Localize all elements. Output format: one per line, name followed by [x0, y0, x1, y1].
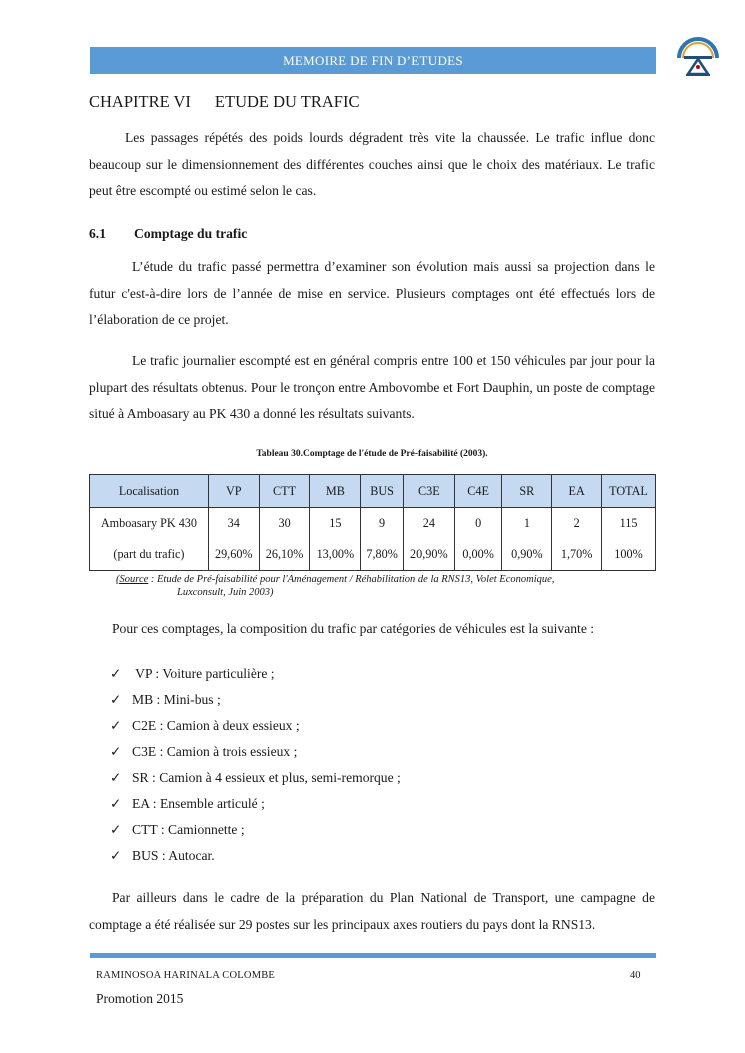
table-cell: 1,70%	[552, 539, 602, 571]
table-caption: Tableau 30.Comptage de l'étude de Pré-faisabilité (2003).	[256, 449, 488, 459]
table-cell: Amboasary PK 430	[90, 508, 209, 540]
list-item-text: SR : Camion à 4 essieux et plus, semi-remorque ;	[132, 770, 401, 785]
footer-divider	[90, 953, 656, 958]
header-cell: CTT	[259, 475, 310, 508]
check-icon: ✓	[110, 796, 122, 811]
table-cell: 29,60%	[208, 539, 259, 571]
list-item-text: EA : Ensemble articulé ;	[132, 796, 265, 811]
paragraph-intro: Les passages répétés des poids lourds dégradent très vite la chaussée. Le trafic influe donc beaucoup sur le dimensionnement des différentes couches ainsi que le choix des matériaux. Le trafic peut être escompté ou estimé selon le cas.	[89, 130, 655, 198]
paragraph-traffic-study: L’étude du trafic passé permettra d’examiner son évolution mais aussi sa projection dans le futur c'est-à-dire lors de l’année de mise en service. Plusieurs comptages ont été effectués lors de l’élaboration de ce projet.	[89, 259, 655, 327]
header-cell: C4E	[454, 475, 502, 508]
check-icon: ✓	[110, 692, 122, 707]
list-item	[110, 767, 401, 793]
list-item-text: VP : Voiture particulière ;	[132, 666, 275, 681]
list-item	[110, 819, 401, 845]
table-cell: 115	[602, 508, 656, 540]
page-number: 40	[630, 970, 641, 981]
check-icon: ✓	[110, 822, 122, 837]
header-cell: Localisation	[90, 475, 209, 508]
table-row	[90, 539, 656, 571]
table-cell: (part du trafic)	[90, 539, 209, 571]
list-item	[110, 793, 401, 819]
section-number: 6.1	[89, 226, 106, 241]
list-item	[110, 741, 401, 767]
check-icon: ✓	[110, 848, 122, 863]
table-row	[90, 508, 656, 540]
table-cell: 7,80%	[361, 539, 404, 571]
check-icon: ✓	[110, 666, 122, 681]
list-item-text: C2E : Camion à deux essieux ;	[132, 718, 300, 733]
source-label: (Source	[116, 574, 149, 585]
list-item-text: CTT : Camionnette ;	[132, 822, 245, 837]
check-icon: ✓	[110, 744, 122, 759]
table-cell: 9	[361, 508, 404, 540]
vehicle-category-list	[110, 663, 401, 871]
check-icon: ✓	[110, 770, 122, 785]
table-cell: 100%	[602, 539, 656, 571]
table-cell: 1	[502, 508, 552, 540]
list-item	[110, 663, 401, 689]
footer-promotion: Promotion 2015	[96, 991, 184, 1006]
section-heading	[89, 226, 247, 242]
header-cell: BUS	[361, 475, 404, 508]
school-logo	[676, 34, 720, 78]
table-cell: 0,90%	[502, 539, 552, 571]
list-item	[110, 845, 401, 871]
list-item-text: BUS : Autocar.	[132, 848, 215, 863]
table-cell: 0	[454, 508, 502, 540]
header-cell: C3E	[403, 475, 454, 508]
paragraph-daily-traffic: Le trafic journalier escompté est en général compris entre 100 et 150 véhicules par jour pour la plupart des résultats obtenus. Pour le tronçon entre Ambovombe et Fort Dauphin, un poste de comptage situé à Amboasary au PK 430 a donné les résultats suivants.	[89, 353, 655, 421]
chapter-title: ETUDE DU TRAFIC	[214, 92, 360, 111]
list-item	[110, 689, 401, 715]
table-cell: 20,90%	[403, 539, 454, 571]
table-cell: 13,00%	[310, 539, 361, 571]
chapter-number: CHAPITRE VI	[89, 92, 191, 111]
footer-author: RAMINOSOA HARINALA COLOMBE	[96, 970, 276, 981]
list-item-text: C3E : Camion à trois essieux ;	[132, 744, 298, 759]
header-cell: VP	[208, 475, 259, 508]
chapter-heading	[89, 92, 359, 112]
section-title: Comptage du trafic	[134, 226, 248, 241]
list-item-text: MB : Mini-bus ;	[132, 692, 221, 707]
table-source	[116, 573, 656, 599]
paragraph-national-plan: Par ailleurs dans le cadre de la préparation du Plan National de Transport, une campagne de comptage a été réalisée sur 29 postes sur les principaux axes routiers du pays dont la RNS13.	[89, 890, 655, 932]
header-cell: MB	[310, 475, 361, 508]
header-cell: EA	[552, 475, 602, 508]
source-text: : Etude de Pré-faisabilité pour l'Aménagement / Réhabilitation de la RNS13, Volet Economique,	[148, 574, 555, 585]
table-cell: 15	[310, 508, 361, 540]
table-cell: 2	[552, 508, 602, 540]
table-cell: 30	[259, 508, 310, 540]
table-cell: 24	[403, 508, 454, 540]
header-cell: SR	[502, 475, 552, 508]
header-title: MEMOIRE DE FIN D’ETUDES	[90, 47, 656, 74]
table-cell: 34	[208, 508, 259, 540]
table-cell: 26,10%	[259, 539, 310, 571]
traffic-count-table	[89, 474, 656, 571]
source-text-continued: Luxconsult, Juin 2003)	[177, 587, 274, 598]
table-cell: 0,00%	[454, 539, 502, 571]
header-cell: TOTAL	[602, 475, 656, 508]
categories-intro: Pour ces comptages, la composition du trafic par catégories de véhicules est la suivante :	[112, 621, 595, 636]
table-header-row	[90, 475, 656, 508]
check-icon: ✓	[110, 718, 122, 733]
list-item	[110, 715, 401, 741]
